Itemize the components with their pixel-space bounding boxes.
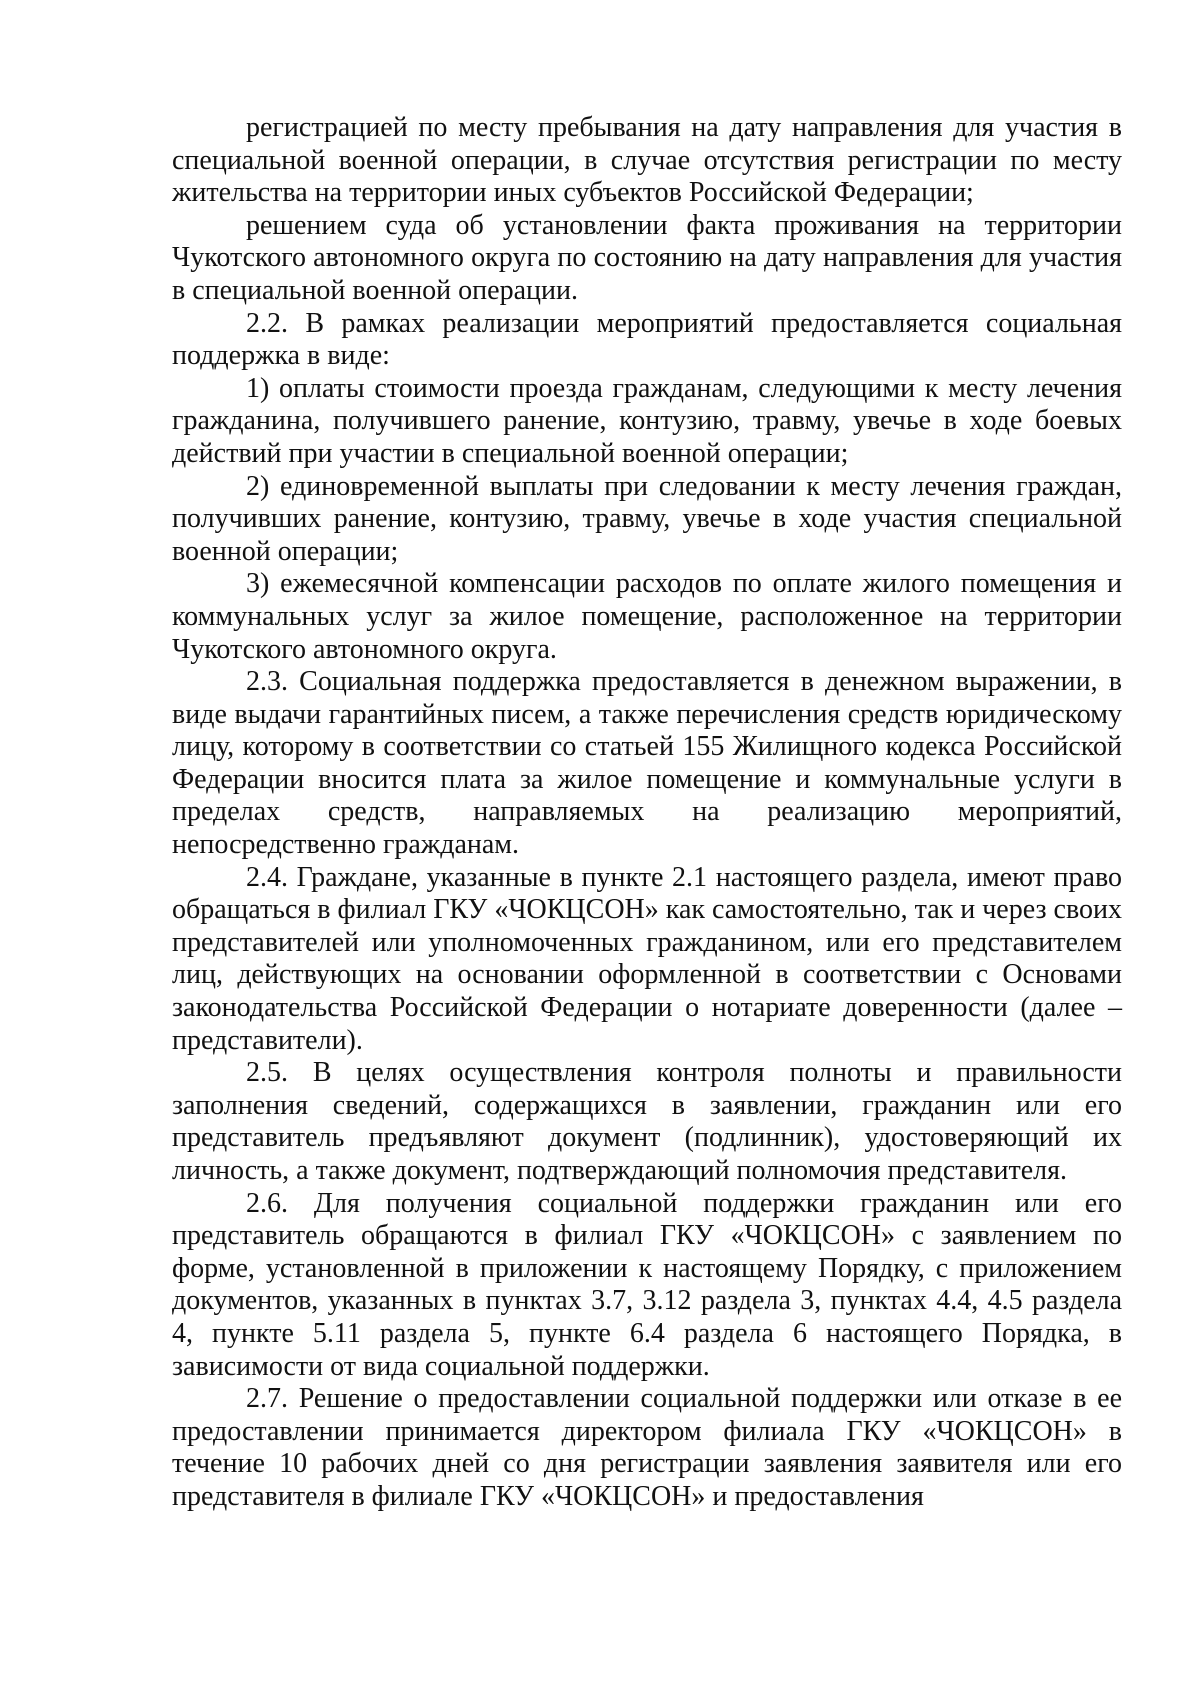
list-item-2-lump-sum: 2) единовременной выплаты при следовании к месту лечения граждан, получивших ранение, контузию, травму, увечье в ходе участия специальной военной операции; (172, 470, 1122, 567)
paragraph-2-4: 2.4. Граждане, указанные в пункте 2.1 настоящего раздела, имеют право обращаться в филиал ГКУ «ЧОКЦСОН» как самостоятельно, так и через своих представителей или уполномоченных гражданином, или его представителем лиц, действующих на основании оформленной в соответствии с Основами законодательства Российской Федерации о нотариате доверенности (далее – представители). (172, 861, 1122, 1056)
paragraph-2-5: 2.5. В целях осуществления контроля полноты и правильности заполнения сведений, содержащихся в заявлении, гражданин или его представитель предъявляют документ (подлинник), удостоверяющий их личность, а также документ, подтверждающий полномочия представителя. (172, 1057, 1122, 1186)
paragraph-2-3: 2.3. Социальная поддержка предоставляется в денежном выражении, в виде выдачи гарантийных писем, а также перечисления средств юридическому лицу, которому в соответствии со статьей 155 Жилищного кодекса Российской Федерации вносится плата за жилое помещение и коммунальные услуги в пределах средств, направляемых на реализацию мероприятий, непосредственно гражданам. (172, 666, 1122, 861)
paragraph-registration-stay: регистрацией по месту пребывания на дату направления для участия в специальной военной операции, в случае отсутствия регистрации по месту жительства на территории иных субъектов Российской Федерации; (172, 112, 1122, 209)
list-item-1-travel-payment: 1) оплаты стоимости проезда гражданам, следующими к месту лечения гражданина, получившего ранение, контузию, травму, увечье в ходе боевых действий при участии в специальной военной операции; (172, 372, 1122, 469)
paragraph-2-2: 2.2. В рамках реализации мероприятий предоставляется социальная поддержка в виде: (172, 307, 1122, 372)
paragraph-2-7: 2.7. Решение о предоставлении социальной поддержки или отказе в ее предоставлении принимается директором филиала ГКУ «ЧОКЦСОН» в течение 10 рабочих дней со дня регистрации заявления заявителя или его представителя в филиале ГКУ «ЧОКЦСОН» и предоставления (172, 1383, 1122, 1512)
document-body (172, 112, 1122, 1514)
list-item-3-housing-compensation: 3) ежемесячной компенсации расходов по оплате жилого помещения и коммунальных услуг за жилое помещение, расположенное на территории Чукотского автономного округа. (172, 568, 1122, 665)
paragraph-2-6: 2.6. Для получения социальной поддержки гражданин или его представитель обращаются в филиал ГКУ «ЧОКЦСОН» с заявлением по форме, установленной в приложении к настоящему Порядку, с приложением документов, указанных в пунктах 3.7, 3.12 раздела 3, пунктах 4.4, 4.5 раздела 4, пункте 5.11 раздела 5, пункте 6.4 раздела 6 настоящего Порядка, в зависимости от вида социальной поддержки. (172, 1187, 1122, 1382)
paragraph-court-decision: решением суда об установлении факта проживания на территории Чукотского автономного округа по состоянию на дату направления для участия в специальной военной операции. (172, 209, 1122, 306)
